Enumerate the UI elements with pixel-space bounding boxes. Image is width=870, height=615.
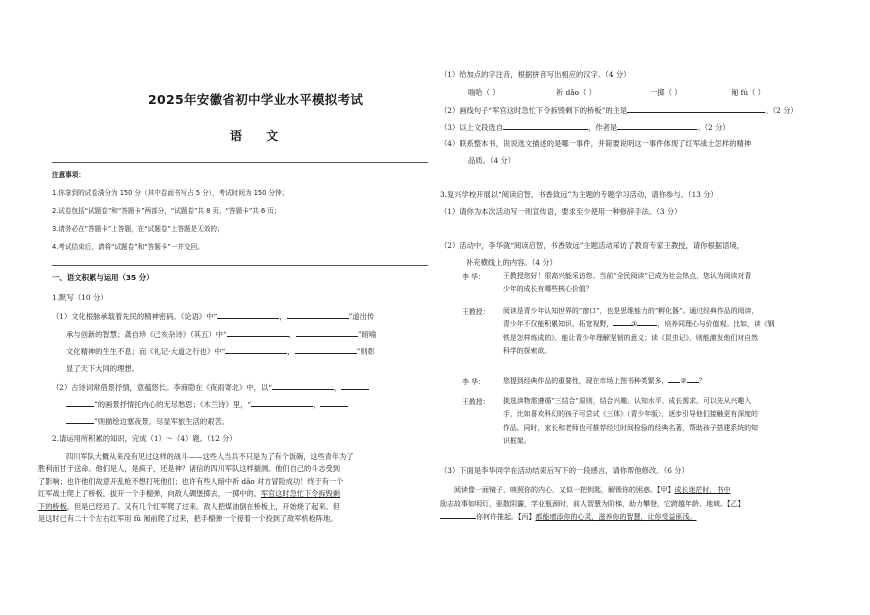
notes-item: 2.试卷包括“试题卷”和“答题卡”两部分，“试题卷”共 8 页，“答题卡”共 6 页； xyxy=(52,207,281,215)
dialogue-speaker: 王教授： xyxy=(462,398,490,406)
q2-4-line2: 品质。（4 分） xyxy=(468,156,516,165)
q1-2-line1: （2）古诗词常借景抒情，意蕴悠长。李商隐在《夜雨寄北》中，以“ ， xyxy=(52,382,369,394)
dialogue-text: 阅读是青少年认知世界的“窗口”，也是思维能力的“孵化器”。通过经典作品的阅读， 青少年不仅能积累知识、拓宽视野， ① ，培养同理心与价值观。比如，读《钢 铁是怎样炼成的》，能让青少年理解坚韧的意义；读《昆虫记》，则能激发他们对自然 科学的探索欲。 xyxy=(503,307,775,356)
dialogue-speaker: 李 华： xyxy=(462,273,485,281)
divider xyxy=(52,265,428,266)
q3-1: （1）请你为本次活动写一则宣传语，要求至少使用一种修辞手法。（3 分） xyxy=(440,207,682,216)
divider xyxy=(52,162,428,163)
q3-2-line2: 补充横线上的内容。（4 分） xyxy=(466,258,557,267)
q2-2: （2）画线句子“军官这时急忙下令拆毁剩下的桥板”的主是 。（2 分） xyxy=(440,106,798,115)
q2-3: （3）以上文段选自 ，作者是 。（2 分） xyxy=(440,123,730,132)
dialogue-speaker: 李 华： xyxy=(462,378,485,386)
question-1-heading: 1.默写（10 分） xyxy=(52,293,108,302)
q2-1: （1）给加点的字注音，根据拼音写出相应的汉字。（4 分） xyxy=(440,70,631,79)
notes-item: 3.请务必在“答题卡”上答题，在“试题卷”上答题是无效的； xyxy=(52,225,224,233)
notes-item: 4.考试结束后，请将“试题卷”和“答题卡”一并交回。 xyxy=(52,243,204,251)
q3-2-line1: （2）活动中，李华就“阅读启智，书香致远”主题活动采访了教育专家王教授，请你根据语境， xyxy=(440,241,744,250)
q2-1-word: 一掷（ ） xyxy=(650,88,682,97)
q2-1-word: 匍 fú（ ） xyxy=(731,88,765,97)
notes-item: 1.你拿到的试卷满分为 150 分（其中卷面书写占 5 分），考试时间为 150 分钟； xyxy=(52,189,289,197)
question-3-heading: 3.复兴学校开展以“阅读启智，书香致远”为主题的专题学习活动，请你参与。（13 分） xyxy=(440,190,718,199)
revision-passage: 阅读像一面镜子，映照你的内心，又似一把钥匙，解锁你的困惑。【甲】成长迷茫时，书中 励志故事如明灯，驱散阴霾，学业瓶颈时，前人智慧为阶梯，助力攀登，它跨越年龄、地域。【乙】 你何许推起。【丙】都能增添你的心灵，滋养你的智慧，让你受益匪浅。 xyxy=(440,486,745,522)
q1-1-line1: （1）文化根脉承载着先民的精神密码。《论语》中“ ， ”道出传 xyxy=(52,312,375,321)
blank-1-label: ① xyxy=(631,320,638,329)
q2-1-word: 喘哈（ ） xyxy=(468,88,500,97)
q2-1-word: 祈 dǎo（ ） xyxy=(556,88,596,97)
q1-1-line2: 承与创新的智慧；龚自珍《己亥杂诗》（其五）中“ ， ”暗喻 xyxy=(66,330,377,339)
q1-2-line2: ”的画景抒情托内心的无尽愁思；《木兰诗》里，“ ， xyxy=(66,399,348,411)
q3-3: （3）下面是李华同学在活动结束后写下的一段感言，请你帮他修改。（6 分） xyxy=(440,466,689,475)
reading-passage: 四川军队大概从来没有见过这样的战斗——这些人当兵不只是为了有个饭碗，这些青年为了 胜利而甘于送命。他们是人，是疯子，还是神？诸信的四川军队这样揣测。他们自己的斗志受到 了影响；也许他们故意开乱枪不想打死他们；也许有些人暗中祈 dǎo 对方冒险成功！终于有一个 红军战士爬上了桥板，拔开一个手榴弹，向敌人碉堡掷去，一掷中的。军官这时急忙下令拆毁剩 下的桥板，但是已经迟了。又有几个红军爬了过来。敌人把煤油倒在桥板上，开始烧了起来。但 是这时已有二十个左右红军用 fǔ 匍前爬了过来，把手榴弹一个接着一个投到了敌军机枪阵地。 xyxy=(38,452,354,523)
notes-heading: 注意事项： xyxy=(52,171,85,179)
dialogue-text: 您提到经典作品的重要性，现在市场上图书种类繁多， ② ？ xyxy=(503,377,706,385)
q1-1-line3: 文化精神的生生不息；而《礼记·大道之行也》中“ ， ”则彰 xyxy=(66,347,375,356)
dialogue-speaker: 王教授： xyxy=(462,308,490,316)
dialogue-text: 挑选读物需遵循“三结合”原则，结合兴趣、认知水平、成长需求。可以先从兴趣入 手，比如喜欢科幻的孩子可尝试《三体》（青少年版），逐步引导他们接触更有深度的 作品。同时，家长和老师也可推荐经过时间检验的经典名著，帮助孩子搭建系统的知 识框架。 xyxy=(503,397,758,446)
q1-2-line3: ”则描绘边塞夜景，尽显军旅生活的艰苦。 xyxy=(66,416,229,428)
q2-4-line1: （4）联系整本书，说说选文描述的是哪一事件，并简要说明这一事件体现了红军战士怎样的精神 xyxy=(440,139,752,148)
subject-title: 语 文 xyxy=(230,129,289,143)
dialogue-text: 王教授您好！很高兴能采访您。当前“全民阅读”已成为社会热点，您认为阅读对青 少年的成长有哪些核心价值？ xyxy=(503,272,752,294)
question-2-heading: 2.请运用所积累的知识，完成（1）～（4）题。（12 分） xyxy=(52,434,237,443)
q1-1-line4: 显了天下大同的理想。 xyxy=(66,364,139,373)
section-heading: 一、语文积累与运用（35 分） xyxy=(52,273,154,282)
exam-title: 2025年安徽省初中学业水平模拟考试 xyxy=(148,92,364,107)
